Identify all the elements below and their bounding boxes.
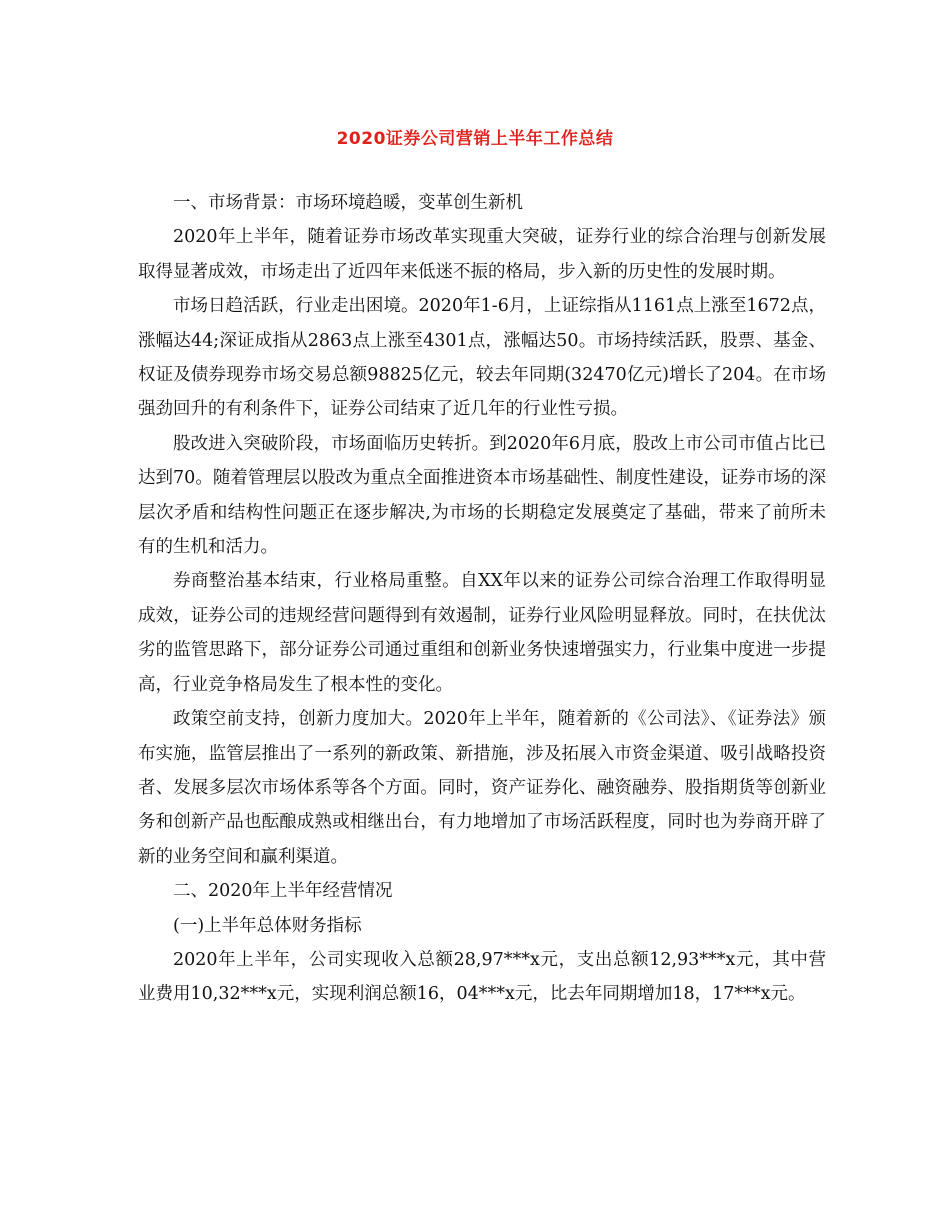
section-heading-market-background: 一、市场背景：市场环境趋暖，变革创生新机 (173, 193, 523, 213)
paragraph: 券商整治基本结束，行业格局重整。自XX年以来的证券公司综合治理工作取得明显成效，证券公司的违规经营问题得到有效遏制，证券行业风险明显释放。同时，在扶优汰劣的监管思路下，部分证券公司通过重组和创新业务快速增强实力，行业集中度进一步提高，行业竞争格局发生了根本性的变化。 (138, 571, 826, 695)
section-heading-operations: 二、2020年上半年经营情况 (173, 881, 393, 902)
paragraph: 2020年上半年，随着证券市场改革实现重大突破，证券行业的综合治理与创新发展取得显著成效，市场走出了近四年来低迷不振的格局，步入新的历史性的发展时期。 (138, 227, 826, 282)
document-body (138, 186, 826, 1012)
paragraph: 市场日趋活跃，行业走出困境。2020年1-6月，上证综指从1161点上涨至1672点，涨幅达44;深证成指从2863点上涨至4301点，涨幅达50。市场持续活跃，股票、基金、权证及债券现券市场交易总额98825亿元，较去年同期(32470亿元)增长了204。在市场强劲回升的有利条件下，证券公司结束了近几年的行业性亏损。 (138, 296, 826, 420)
paragraph: 股改进入突破阶段，市场面临历史转折。到2020年6月底，股改上市公司市值占比已达到70。随着管理层以股改为重点全面推进资本市场基础性、制度性建设，证券市场的深层次矛盾和结构性问题正在逐步解决,为市场的长期稳定发展奠定了基础，带来了前所未有的生机和活力。 (138, 433, 826, 558)
document-title: 2020证券公司营销上半年工作总结 (336, 129, 614, 149)
paragraph: 2020年上半年，公司实现收入总额28,97***x元，支出总额12,93***x元，其中营业费用10,32***x元，实现利润总额16，04***x元，比去年同期增加18，17***x元。 (138, 949, 826, 1005)
paragraph: 政策空前支持，创新力度加大。2020年上半年，随着新的《公司法》、《证券法》颁布实施，监管层推出了一系列的新政策、新措施，涉及拓展入市资金渠道、吸引战略投资者、发展多层次市场体系等各个方面。同时，资产证券化、融资融券、股指期货等创新业务和创新产品也酝酿成熟或相继出台，有力地增加了市场活跃程度，同时也为券商开辟了新的业务空间和赢利渠道。 (138, 709, 826, 867)
subsection-heading-financial-indicators: (一)上半年总体财务指标 (173, 915, 362, 936)
